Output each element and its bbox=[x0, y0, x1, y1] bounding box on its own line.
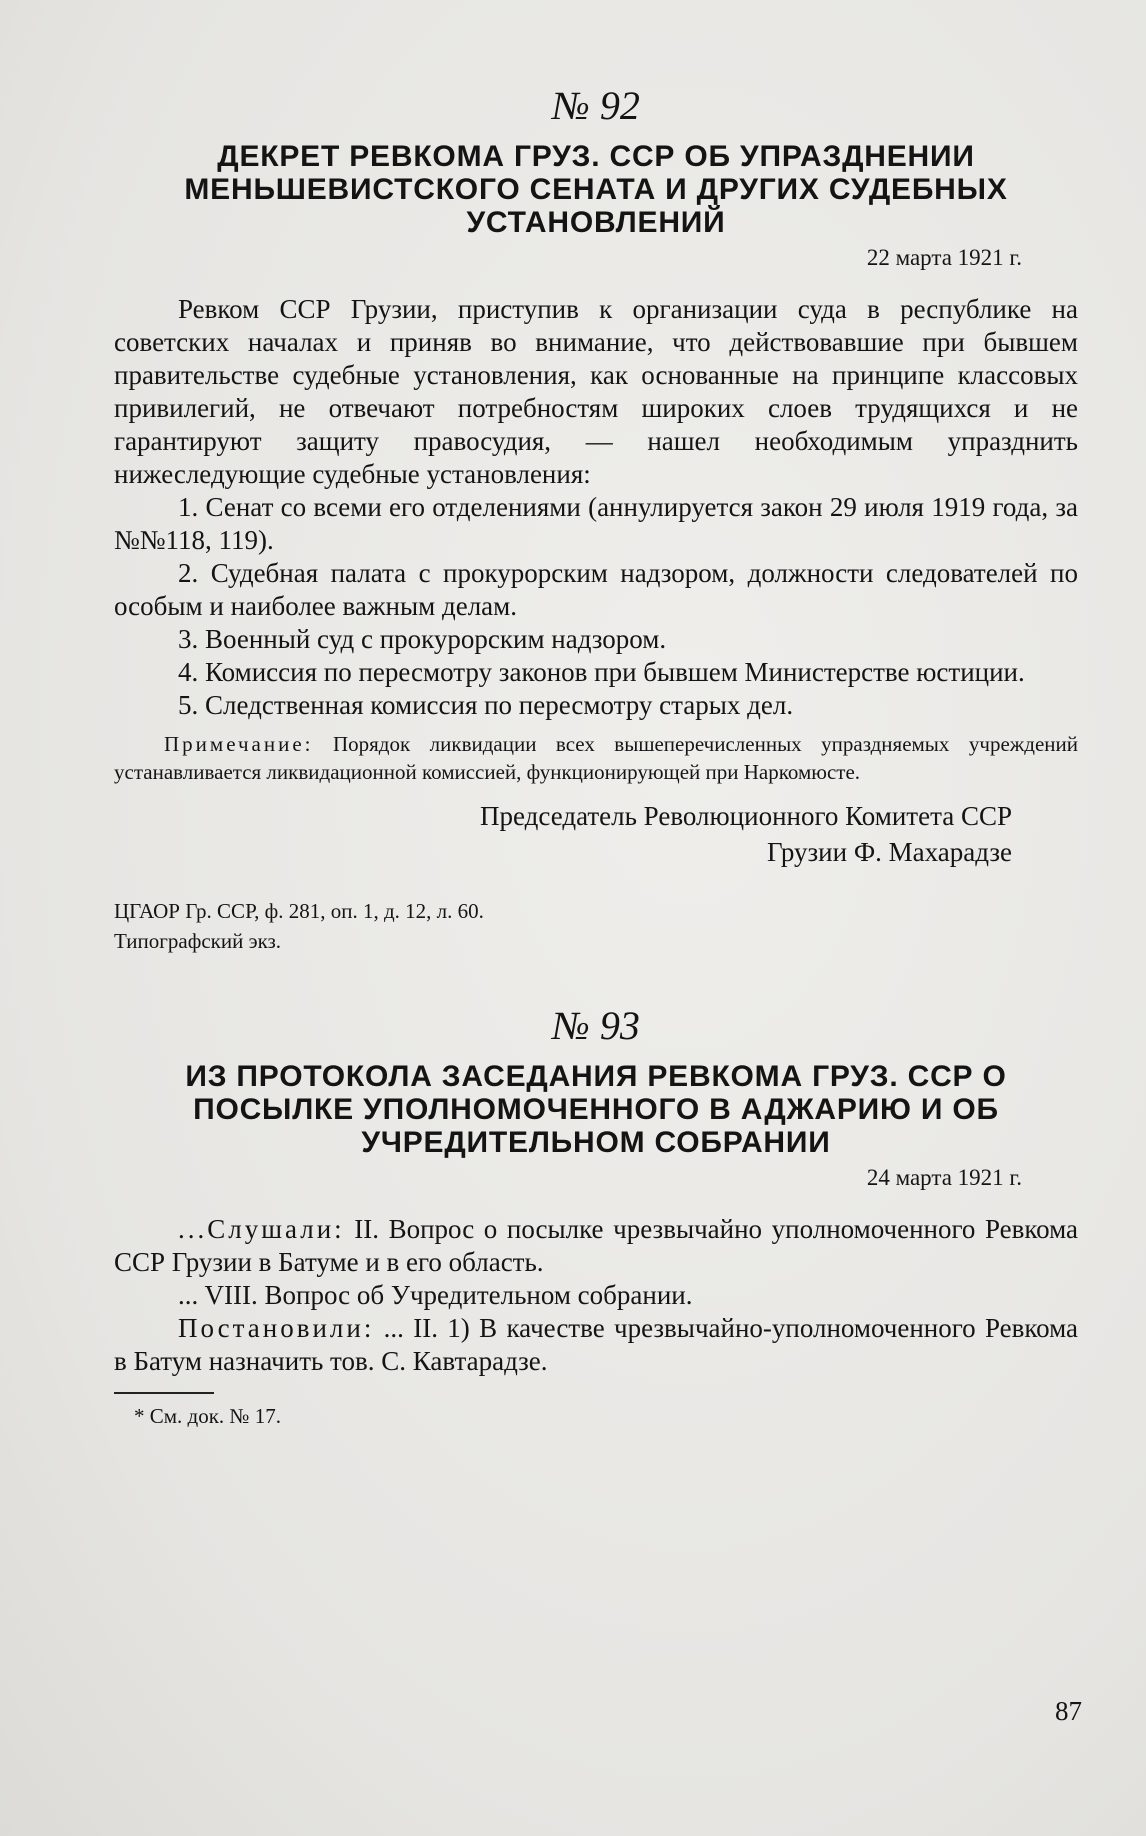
doc92-date: 22 марта 1921 г. bbox=[866, 245, 1022, 270]
doc93-heard-text: II. Вопрос о посылке чрезвычайно уполномоченного Ревкома ССР Грузии в Батуме и в его область. bbox=[114, 1214, 1078, 1277]
doc93-heard-2: ... VIII. Вопрос об Учредительном собрании. bbox=[178, 1280, 693, 1310]
doc92-item-1: 1. Сенат со всеми его отделениями (аннулируется закон 29 июля 1919 года, за №№118, 119). bbox=[114, 492, 1078, 555]
page-number: 87 bbox=[1055, 1696, 1082, 1726]
section-gap bbox=[114, 956, 1078, 998]
doc93-resolved-label: Постановили: bbox=[178, 1313, 375, 1343]
doc92-source-archive: ЦГАОР Гр. ССР, ф. 281, оп. 1, д. 12, л. 60. bbox=[114, 899, 484, 923]
doc93-number: № 93 bbox=[552, 1003, 640, 1048]
doc92-note-label: Примечание: bbox=[164, 732, 314, 756]
doc92-signature bbox=[114, 798, 1078, 870]
doc93-title: ИЗ ПРОТОКОЛА ЗАСЕДАНИЯ РЕВКОМА ГРУЗ. ССР О ПОСЫЛКЕ УПОЛНОМОЧЕННОГО В АДЖАРИЮ И ОБ УЧРЕДИТЕЛЬНОМ СОБРАНИИ bbox=[185, 1060, 1007, 1159]
doc93-resolved bbox=[114, 1312, 1078, 1378]
doc92-note bbox=[114, 730, 1078, 786]
doc93-resolved-text: ... II. 1) В качестве чрезвычайно-уполномоченного Ревкома в Батум назначить тов. С. Кавтарадзе. bbox=[114, 1313, 1078, 1376]
doc93-heard-label: ...Слушали: bbox=[178, 1214, 345, 1244]
footnote-divider bbox=[114, 1392, 214, 1394]
doc92-item-5: 5. Следственная комиссия по пересмотру старых дел. bbox=[178, 690, 794, 720]
doc92-signature-line1: Председатель Революционного Комитета ССР bbox=[480, 801, 1012, 831]
doc92-title: ДЕКРЕТ РЕВКОМА ГРУЗ. ССР ОБ УПРАЗДНЕНИИ МЕНЬШЕВИСТСКОГО СЕНАТА И ДРУГИХ СУДЕБНЫХ УСТАНОВЛЕНИЙ bbox=[184, 140, 1008, 239]
doc93-heard bbox=[114, 1213, 1078, 1279]
doc92-source-type: Типографский экз. bbox=[114, 929, 282, 953]
doc92-source bbox=[114, 896, 1078, 956]
doc92-number: № 92 bbox=[552, 83, 640, 128]
doc93-date: 24 марта 1921 г. bbox=[866, 1165, 1022, 1190]
footnote: * См. док. № 17. bbox=[134, 1404, 281, 1428]
doc92-note-text: Порядок ликвидации всех вышеперечисленных упраздняемых учреждений устанавливается ликвидационной комиссией, функционирующей при Наркомюсте. bbox=[114, 732, 1078, 784]
doc92-item-4: 4. Комиссия по пересмотру законов при бывшем Министерстве юстиции. bbox=[178, 657, 1025, 687]
doc92-item-3: 3. Военный суд с прокурорским надзором. bbox=[178, 624, 667, 654]
doc92-intro: Ревком ССР Грузии, приступив к организации суда в республике на советских началах и приняв во внимание, что действовавшие при бывшем правительстве судебные установления, как основанные на принципе классовых привилегий, не отвечают потребностям широких слоев трудящихся и не гарантируют защиту правосудия, — нашел необходимым упразднить нижеследующие судебные установления: bbox=[114, 294, 1078, 489]
doc92-signature-line2: Грузии Ф. Махарадзе bbox=[766, 837, 1012, 867]
doc92-item-2: 2. Судебная палата с прокурорским надзором, должности следователей по особым и наиболее важным делам. bbox=[114, 558, 1078, 621]
